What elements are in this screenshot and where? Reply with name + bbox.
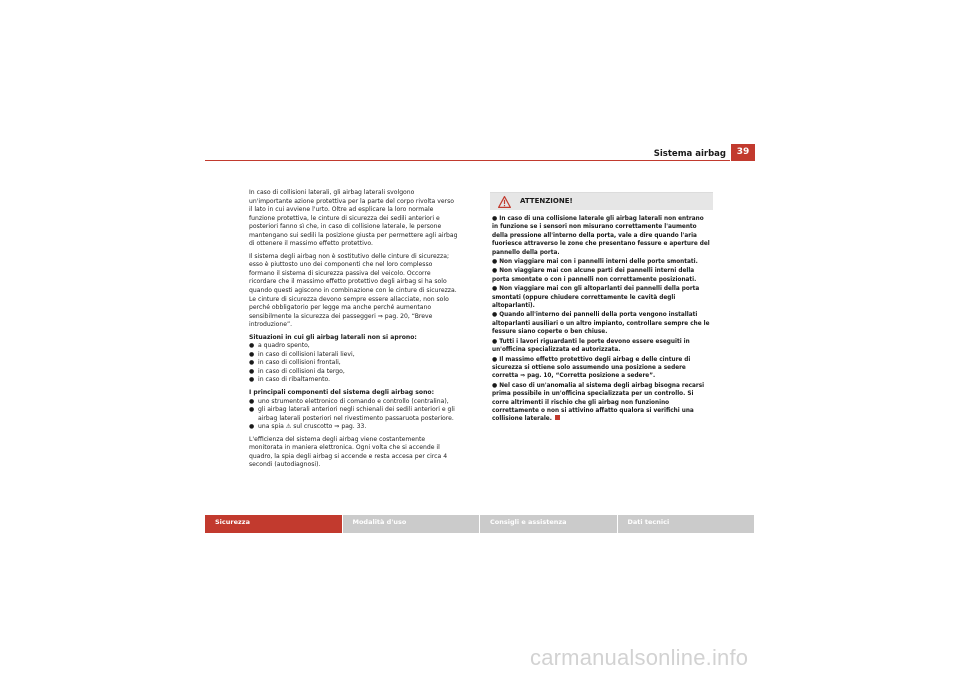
- footer-nav: [205, 515, 755, 533]
- bullet-icon: ●: [249, 367, 255, 375]
- paragraph: L'efficienza del sistema degli airbag viene costantemente monitorata in maniera elettronica. Ogni volta che si accende il quadro, la spia degli airbag si accende e resta accesa per circa 4 secondi (autodiagnosi).: [249, 435, 448, 469]
- bullet-icon: ●: [492, 215, 498, 222]
- warning-item-text: Non viaggiare mai con i pannelli interni delle porte smontati.: [499, 259, 698, 266]
- bullet-icon: ●: [492, 381, 498, 389]
- warning-header: [490, 192, 713, 210]
- paragraph: Il sistema degli airbag non è sostitutivo delle cinture di sicurezza; esso è piuttosto uno dei componenti che nel loro complesso formano il sistema di sicurezza passiva del veicolo. Occorre ricordare che il massimo effetto protettivo degli airbag si ha solo quando questi agiscono in combinazione con le cinture di sicurezza. Le cinture di sicurezza devono sempre essere allacciate, non solo perché obbligatorio per legge ma anche perché aumentano sensibilmente la sicurezza dei passeggeri ⇒ pag. 20, “Breve introduzione”.: [249, 252, 457, 329]
- warning-title: ATTENZIONE!: [520, 197, 573, 205]
- list-item-text: in caso di collisioni frontali,: [258, 359, 341, 367]
- warning-item: [492, 356, 711, 381]
- bullet-icon: ●: [249, 342, 255, 350]
- bullet-icon: ●: [492, 337, 498, 345]
- section-title: Sistema airbag: [653, 149, 726, 159]
- tab-dati-tecnici[interactable]: Dati tecnici: [618, 515, 755, 533]
- warning-item-text: Il massimo effetto protettivo degli airbag e delle cinture di sicurezza si ottiene solo assumendo una posizione a sedere corretta ⇒ pag. 10, “Corretta posizione a sedere”.: [492, 356, 691, 380]
- bullet-icon: ●: [249, 376, 255, 384]
- list-item-text: in caso di collisioni da tergo,: [258, 367, 345, 375]
- bullet-icon: ●: [492, 285, 498, 293]
- bullet-icon: ●: [492, 258, 498, 266]
- page-number: 39: [731, 144, 755, 161]
- warning-item-text: Nel caso di un'anomalia al sistema degli airbag bisogna recarsi prima possibile in un'officina specializzata per un controllo. Si corre altrimenti il rischio che gli airbag non funzionino correttamente o non si attivino affatto qualora si verifichi una collisione laterale.: [492, 382, 705, 423]
- left-column: [249, 189, 459, 474]
- watermark: carmanualsonline.info: [530, 645, 749, 670]
- header-rule: [205, 160, 730, 161]
- list-item-text: una spia ⚠ sul cruscotto ⇒ pag. 33.: [258, 423, 367, 431]
- list-item-text: a quadro spento,: [258, 342, 310, 350]
- warning-item-text: Non viaggiare mai con gli altoparlanti dei pannelli della porta smontati (oppure chiudere correttamente le cavità degli altoparlanti).: [492, 286, 700, 310]
- warning-item-text: Tutti i lavori riguardanti le porte devono essere eseguiti in un'officina specializzata ed autorizzata.: [492, 338, 690, 354]
- tab-consigli-assistenza[interactable]: Consigli e assistenza: [480, 515, 617, 533]
- tab-modalita-uso[interactable]: Modalità d'uso: [343, 515, 480, 533]
- list-item-text: in caso di ribaltamento.: [258, 376, 331, 384]
- bullet-icon: ●: [249, 423, 255, 431]
- warning-item-text: In caso di una collisione laterale gli airbag laterali non entrano in funzione se i sensori non misurano correttamente l'aumento della pressione all'interno della porta, vale a dire quando l'aria fuoriesce attraverso le zone che presentano fessure e aperture del pannello della porta.: [492, 216, 710, 256]
- list-item-text: gli airbag laterali anteriori negli schienali dei sedili anteriori e gli airbag laterali posteriori nel rivestimento passaruota posteriore.: [258, 406, 455, 422]
- warning-body: [490, 210, 713, 424]
- bullet-icon: ●: [492, 267, 498, 275]
- warning-item: [492, 285, 711, 310]
- end-marker-icon: [555, 415, 560, 420]
- bullet-icon: ●: [249, 397, 255, 405]
- list-item-text: uno strumento elettronico di comando e controllo (centralina),: [258, 397, 449, 405]
- list-item: [249, 351, 459, 360]
- warning-item-text: Non viaggiare mai con alcune parti dei pannelli interni della porta smontate o con i pannelli non correttamente posizionati.: [492, 268, 697, 283]
- paragraph: In caso di collisioni laterali, gli airbag laterali svolgono un'importante azione protettiva per la parte del corpo rivolta verso il lato in cui avviene l'urto. Oltre ad esplicare la loro normale funzione protettiva, le cinture di sicurezza dei sedili anteriori e posteriori fanno sì che, in caso di collisione laterale, le persone mantengano sui sedili la posizione giusta per permettere agli airbag di ottenere il massimo effetto protettivo.: [249, 189, 458, 248]
- warning-item: [492, 382, 711, 424]
- list-item: [249, 368, 459, 377]
- warning-box: [490, 192, 713, 423]
- section-heading: I principali componenti del sistema degli airbag sono:: [249, 389, 435, 397]
- warning-triangle-icon: [498, 196, 511, 208]
- tab-sicurezza[interactable]: Sicurezza: [205, 515, 342, 533]
- warning-item: [492, 258, 711, 266]
- bullet-icon: ●: [492, 355, 498, 363]
- list-item: [249, 423, 459, 432]
- list-item: [249, 398, 459, 407]
- list-item: [249, 376, 459, 385]
- bullet-icon: ●: [249, 359, 255, 367]
- list-item-text: in caso di collisioni laterali lievi,: [258, 350, 355, 358]
- warning-item: [492, 338, 711, 355]
- bullet-icon: ●: [249, 350, 255, 358]
- list-item: [249, 342, 459, 351]
- warning-item: [492, 311, 711, 336]
- warning-item: [492, 215, 711, 257]
- list-item: [249, 406, 459, 423]
- bullet-icon: ●: [249, 406, 255, 414]
- warning-item-text: Quando all'interno dei pannelli della porta vengono installati altoparlanti ausiliari o un altro impianto, controllare sempre che le fessure siano coperte o ben chiuse.: [492, 312, 710, 336]
- section-heading: Situazioni in cui gli airbag laterali non si aprono:: [249, 333, 417, 341]
- list: [249, 398, 459, 432]
- list: [249, 342, 459, 385]
- warning-item: [492, 267, 711, 284]
- bullet-icon: ●: [492, 311, 498, 319]
- list-item: [249, 359, 459, 368]
